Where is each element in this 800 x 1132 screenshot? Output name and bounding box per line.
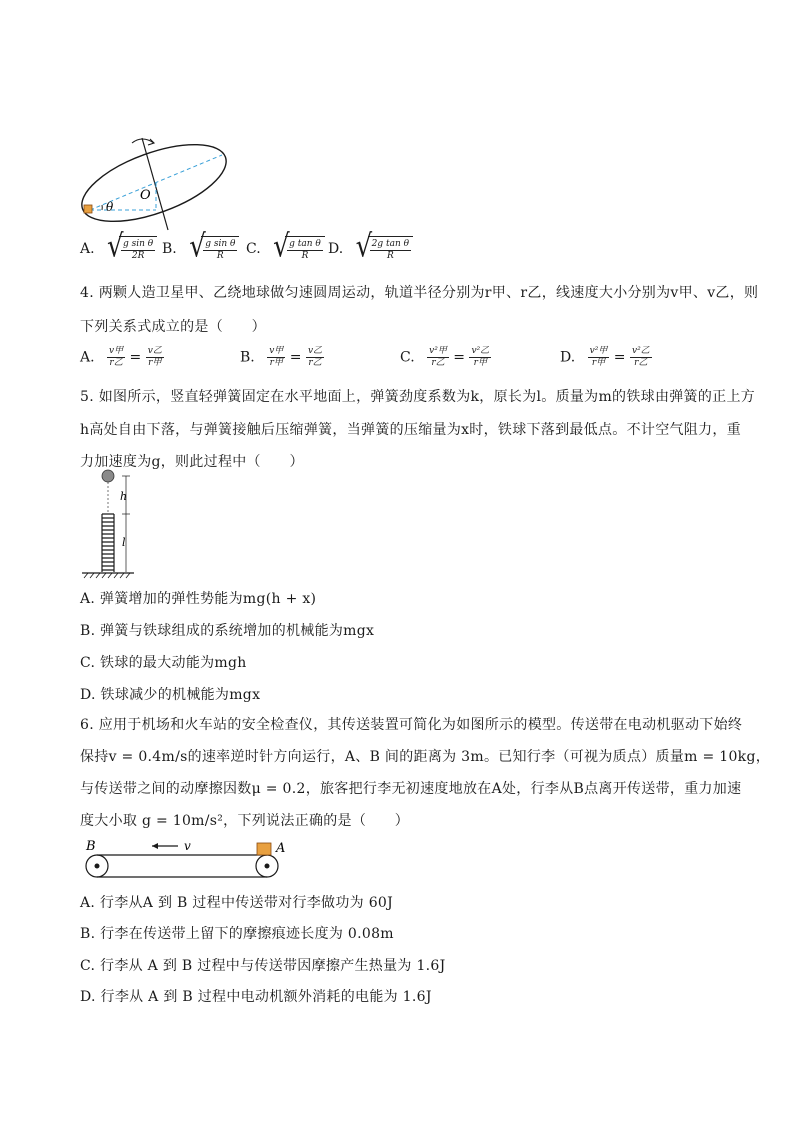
q5-option-a[interactable]: A. 弹簧增加的弹性势能为mg(h + x) (80, 591, 317, 607)
q6-option-d[interactable]: D. 行李从 A 到 B 过程中电动机额外消耗的电能为 1.6J (80, 989, 432, 1005)
q5-option-d[interactable]: D. 铁球减少的机械能为mgx (80, 687, 261, 703)
a-label: A (276, 841, 286, 856)
angle-label: θ (106, 200, 114, 214)
q4-stem-line1: 4. 两颗人造卫星甲、乙绕地球做匀速圆周运动，轨道半径分别为r甲、r乙，线速度大小分别为v甲、v乙，则 (80, 285, 759, 301)
q5-stem-line2: h高处自由下落，与弹簧接触后压缩弹簧，当弹簧的压缩量为x时，铁球下落到最低点。不计空气阻力，重 (80, 422, 742, 438)
h-label: h (120, 490, 128, 503)
q6-stem-line3: 与传送带之间的动摩擦因数μ = 0.2，旅客把行李无初速度地放在A处，行李从B点离开传送带，重力加速 (80, 781, 742, 797)
q6-stem-line4: 度大小取 g = 10m/s²，下列说法正确的是（ ） (80, 813, 410, 829)
b-label: B (86, 839, 96, 854)
q6-stem-line1: 6. 应用于机场和火车站的安全检查仪，其传送装置可简化为如图所示的模型。传送带在电动机驱动下始终 (80, 717, 743, 733)
q6-stem-line2: 保持v = 0.4m/s的速率逆时针方向运行，A、B 间的距离为 3m。已知行李（可视为质点）质量m = 10kg， (80, 749, 771, 765)
q4-option-b[interactable]: B. $\frac{\text{v甲}}{\text{r甲}}$ = $\frac{\text{v乙}}{\text{r乙}}$ (240, 346, 323, 368)
q6-option-b[interactable]: B. 行李在传送带上留下的摩擦痕迹长度为 0.08m (80, 926, 394, 942)
q3-option-c[interactable]: C. √ $\frac{\text{g tan θ}}{R}$ (246, 236, 325, 262)
q5-option-c[interactable]: C. 铁球的最大动能为mgh (80, 655, 247, 671)
disk-figure (80, 133, 230, 233)
spring-figure (80, 468, 150, 580)
q6-option-c[interactable]: C. 行李从 A 到 B 过程中与传送带因摩擦产生热量为 1.6J (80, 958, 446, 974)
q5-stem-line3: 力加速度为g，则此过程中（ ） (80, 454, 304, 470)
v-label: v (184, 839, 191, 853)
l-label: l (122, 536, 126, 549)
center-label: O (140, 188, 151, 203)
q4-option-d[interactable]: D. $\frac{\text{v²甲}}{\text{r甲}}$ = $\frac{\text{v²乙}}{\text{r乙}}$ (560, 346, 650, 368)
q3-option-a[interactable]: A. √ $\frac{\text{g sin θ}}{2R}$ (80, 236, 157, 262)
q4-option-a[interactable]: A. $\frac{\text{v甲}}{\text{r乙}}$ = $\frac{\text{v乙}}{\text{r甲}}$ (80, 346, 162, 368)
q4-option-c[interactable]: C. $\frac{\text{v²甲}}{\text{r乙}}$ = $\frac{\text{v²乙}}{\text{r甲}}$ (400, 346, 490, 368)
conveyor-figure (80, 834, 300, 884)
q3-option-b[interactable]: B. √ $\frac{\text{g sin θ}}{R}$ (162, 236, 239, 262)
q6-option-a[interactable]: A. 行李从A 到 B 过程中传送带对行李做功为 60J (80, 895, 394, 911)
q3-option-d[interactable]: D. √ $\frac{\text{2g tan θ}}{R}$ (328, 236, 413, 262)
q5-option-b[interactable]: B. 弹簧与铁球组成的系统增加的机械能为mgx (80, 623, 375, 639)
q5-stem-line1: 5. 如图所示，竖直轻弹簧固定在水平地面上，弹簧劲度系数为k，原长为l。质量为m的铁球由弹簧的正上方 (80, 389, 756, 405)
q4-stem-line2: 下列关系式成立的是（ ） (80, 319, 266, 335)
